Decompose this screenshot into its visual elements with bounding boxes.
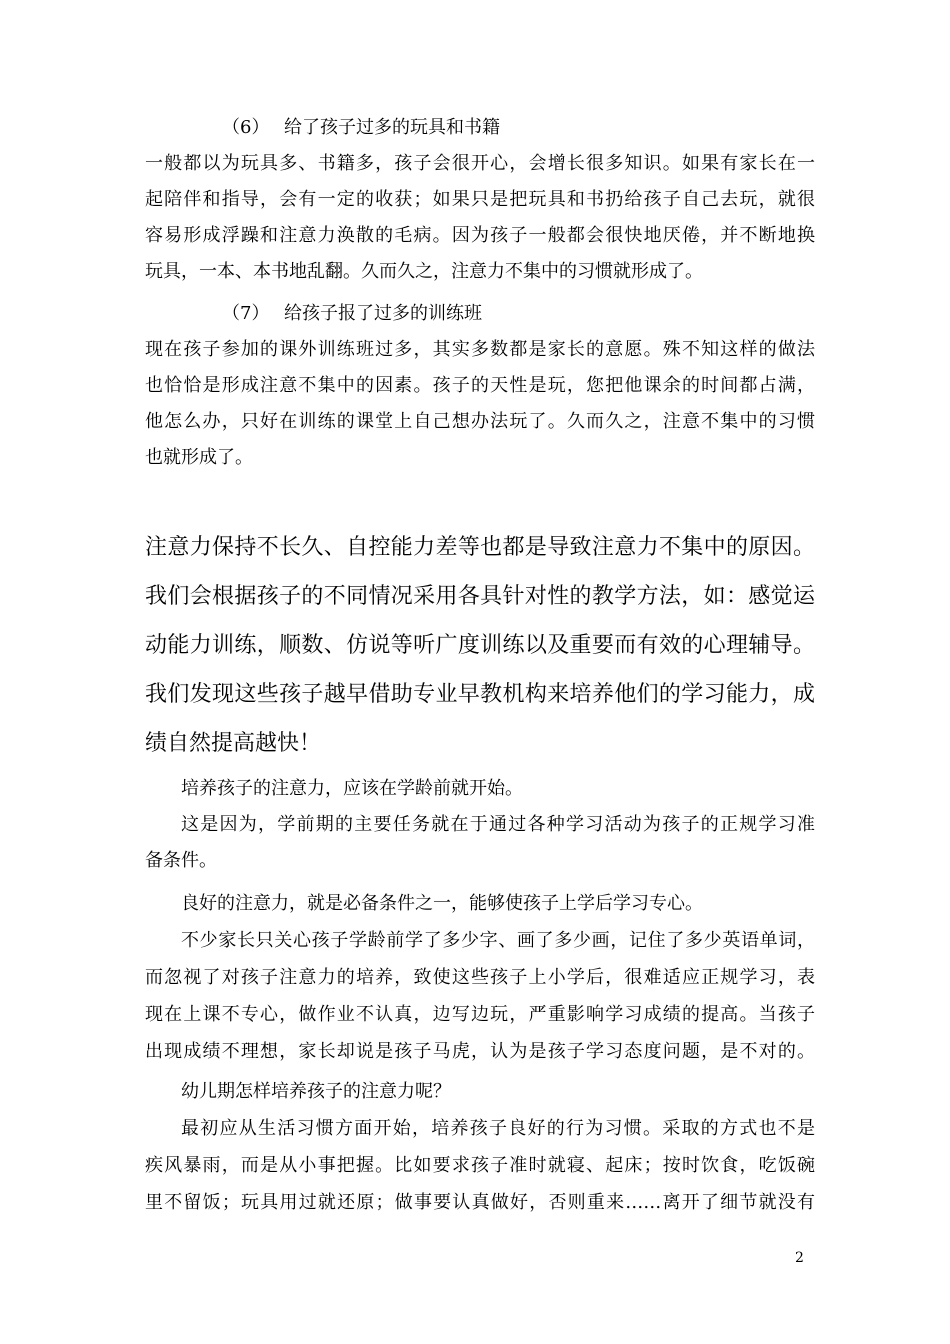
section-7-heading xyxy=(222,302,482,326)
paragraph-4-line-2: 而忽视了对孩子注意力的培养，致使这些孩子上小学后，很难适应正规学习，表 xyxy=(145,967,815,988)
emphasis-line-3: 动能力训练，顺数、仿说等听广度训练以及重要而有效的心理辅导。 xyxy=(145,633,815,658)
paragraph-1: 培养孩子的注意力，应该在学龄前就开始。 xyxy=(181,778,523,799)
section-7-line-4: 也就形成了。 xyxy=(145,447,253,468)
section-6-title: 给了孩子过多的玩具和书籍 xyxy=(284,117,500,138)
section-6-heading xyxy=(222,116,500,140)
section-6-line-1: 一般都以为玩具多、书籍多，孩子会很开心，会增长很多知识。如果有家长在一 xyxy=(145,153,815,174)
paragraph-6-line-2: 疾风暴雨，而是从小事把握。比如要求孩子准时就寝、起床；按时饮食，吃饭碗 xyxy=(145,1155,815,1176)
section-7-title: 给孩子报了过多的训练班 xyxy=(284,303,482,324)
paragraph-2-line-1: 这是因为，学前期的主要任务就在于通过各种学习活动为孩子的正规学习准 xyxy=(181,814,815,835)
section-7-line-2: 也恰恰是形成注意不集中的因素。孩子的天性是玩，您把他课余的时间都占满， xyxy=(145,375,815,396)
emphasis-line-4: 我们发现这些孩子越早借助专业早教机构来培养他们的学习能力，成 xyxy=(145,682,815,707)
section-7-line-1: 现在孩子参加的课外训练班过多，其实多数都是家长的意愿。殊不知这样的做法 xyxy=(145,339,815,360)
emphasis-line-2: 我们会根据孩子的不同情况采用各具针对性的教学方法，如：感觉运 xyxy=(145,584,815,609)
section-7-number: （7） xyxy=(222,303,270,324)
section-7-line-3: 他怎么办，只好在训练的课堂上自己想办法玩了。久而久之，注意不集中的习惯 xyxy=(145,411,815,432)
section-6-line-3: 容易形成浮躁和注意力涣散的毛病。因为孩子一般都会很快地厌倦，并不断地换 xyxy=(145,225,815,246)
paragraph-3: 良好的注意力，就是必备条件之一，能够使孩子上学后学习专心。 xyxy=(181,893,703,914)
page-number: 2 xyxy=(795,1250,804,1266)
section-6-number: （6） xyxy=(222,117,270,138)
paragraph-5: 幼儿期怎样培养孩子的注意力呢？ xyxy=(181,1081,451,1102)
paragraph-4-line-3: 现在上课不专心，做作业不认真，边写边玩，严重影响学习成绩的提高。当孩子 xyxy=(145,1004,815,1025)
paragraph-4-line-4: 出现成绩不理想，家长却说是孩子马虎，认为是孩子学习态度问题，是不对的。 xyxy=(145,1041,815,1062)
paragraph-2-line-2: 备条件。 xyxy=(145,850,217,871)
paragraph-6-line-3: 里不留饭；玩具用过就还原；做事要认真做好，否则重来……离开了细节就没有 xyxy=(145,1192,815,1213)
emphasis-line-5: 绩自然提高越快！ xyxy=(145,731,322,756)
section-6-line-4: 玩具，一本、本书地乱翻。久而久之，注意力不集中的习惯就形成了。 xyxy=(145,261,703,282)
emphasis-line-1: 注意力保持不长久、自控能力差等也都是导致注意力不集中的原因。 xyxy=(145,535,815,560)
paragraph-4-line-1: 不少家长只关心孩子学龄前学了多少字、画了多少画，记住了多少英语单词， xyxy=(181,930,815,951)
section-6-line-2: 起陪伴和指导，会有一定的收获；如果只是把玩具和书扔给孩子自己去玩，就很 xyxy=(145,189,815,210)
paragraph-6-line-1: 最初应从生活习惯方面开始，培养孩子良好的行为习惯。采取的方式也不是 xyxy=(181,1118,815,1139)
